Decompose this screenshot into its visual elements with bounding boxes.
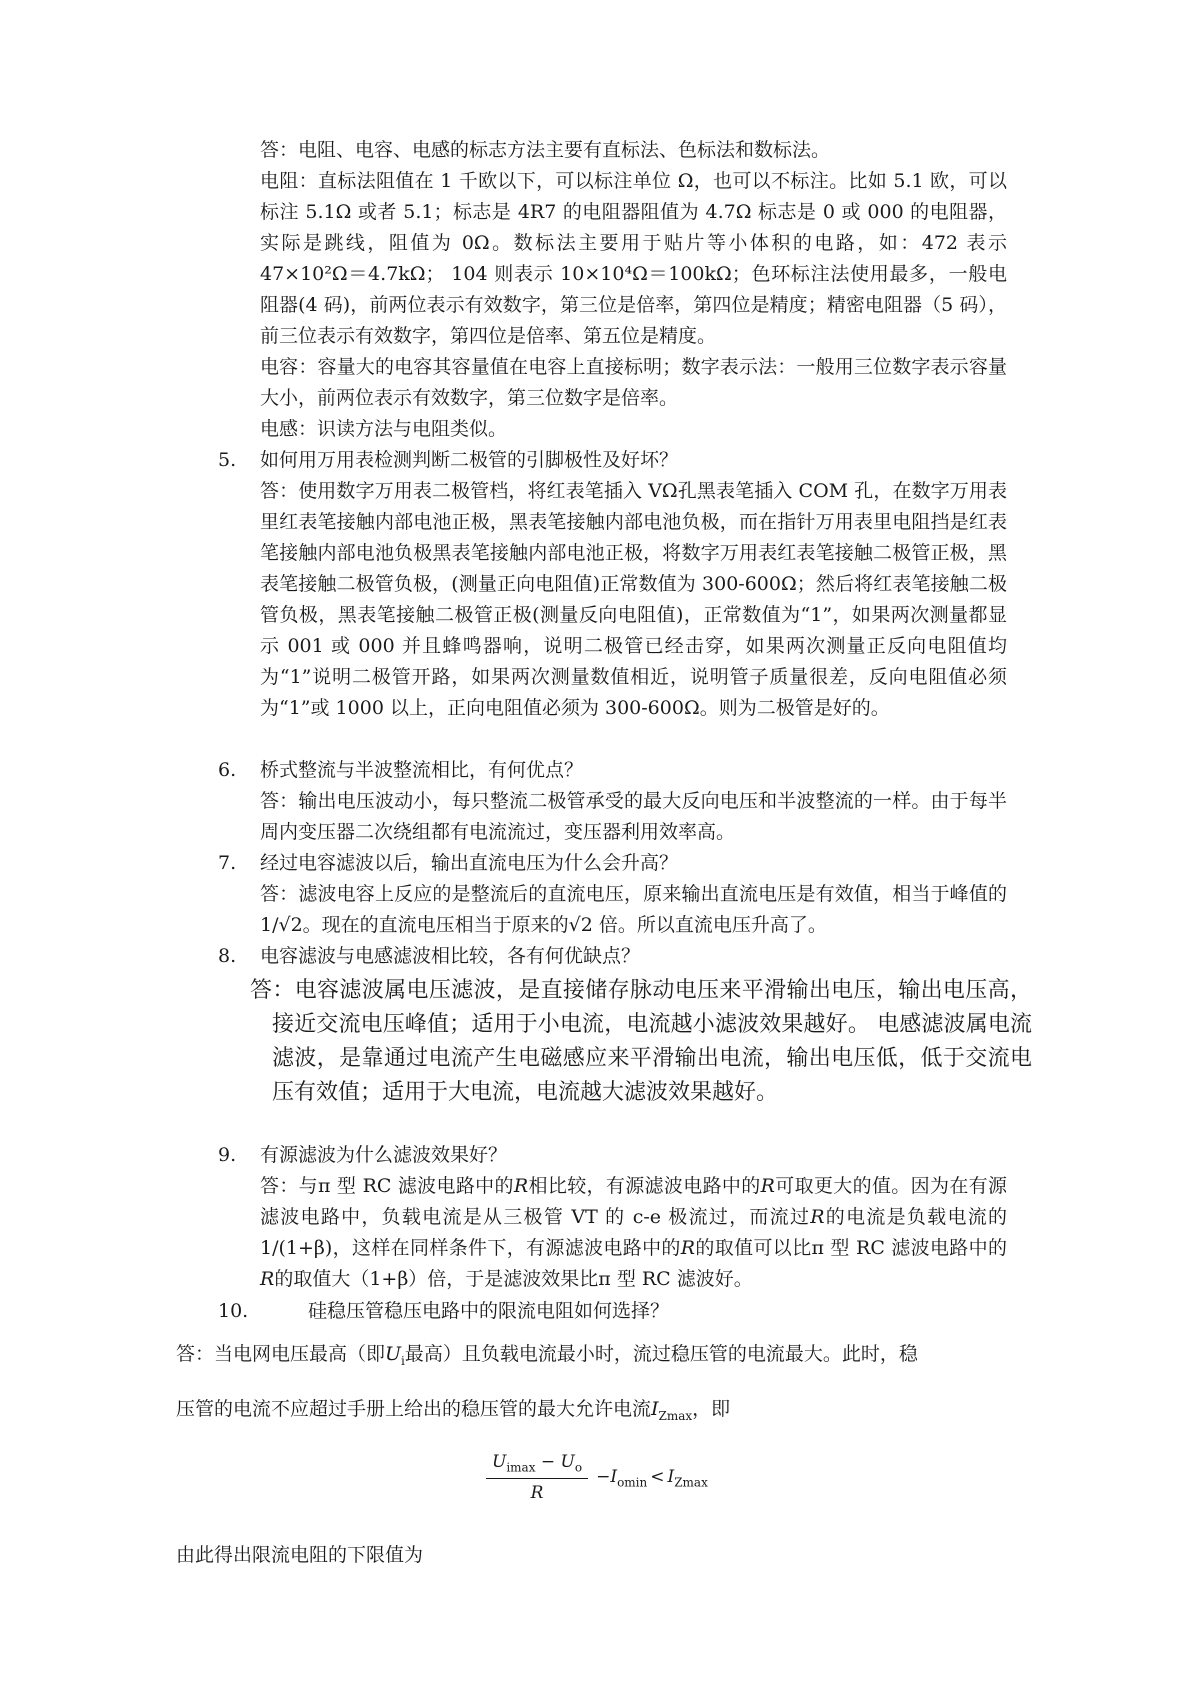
question-9 xyxy=(218,1140,1008,1171)
question-text: 如何用万用表检测判断二极管的引脚极性及好坏？ xyxy=(260,449,679,471)
formula-numerator: $U_{imax} - U_o$ xyxy=(486,1452,588,1479)
answer-4-inductor: 电感：识读方法与电阻类似。 xyxy=(260,418,508,440)
question-number: 8. xyxy=(218,945,237,967)
question-text: 经过电容滤波以后，输出直流电压为什么会升高？ xyxy=(260,852,679,874)
question-text: 桥式整流与半波整流相比，有何优点？ xyxy=(260,759,584,781)
question-8 xyxy=(218,941,1008,972)
question-text: 电容滤波与电感滤波相比较，各有何优缺点？ xyxy=(260,945,641,967)
question-7 xyxy=(218,848,1008,879)
answer-4-resistor: 电阻：直标法阻值在 1 千欧以下，可以标注单位 Ω，也可以不标注。比如 5.1 欧，可以标注 5.1Ω 或者 5.1；标志是 4R7 的电阻器阻值为 4.7Ω 标志是 0 或 000 的电阻器，实际是跳线，阻值为 0Ω。数标法主要用于贴片等小体积的电路，如：472 表示 47×10²Ω＝4.7kΩ； 104 则表示 10×10⁴Ω＝100kΩ；色环标注法使用最多，一般电阻器(4 码)，前两位表示有效数字，第三位是倍率，第四位是精度；精密电阻器（5 码），前三位表示有效数字，第四位是倍率、第五位是精度。 xyxy=(260,170,1007,347)
question-number: 5. xyxy=(218,449,237,471)
answer-10-line-2: 压管的电流不应超过手册上给出的稳压管的最大允许电流$I_{Zmax}$，即 xyxy=(176,1398,731,1423)
answer-10-line-1: 答：当电网电压最高（即$U_i$最高）且负载电流最小时，流过稳压管的电流最大。此时，稳 xyxy=(176,1343,918,1368)
question-5 xyxy=(218,445,1008,476)
answer-4-capacitor: 电容：容量大的电容其容量值在电容上直接标明；数字表示法：一般用三位数字表示容量大小，前两位表示有效数字，第三位数字是倍率。 xyxy=(260,356,1007,409)
question-text: 硅稳压管稳压电路中的限流电阻如何选择？ xyxy=(308,1300,670,1322)
formula-fraction xyxy=(486,1452,588,1503)
question-number: 9. xyxy=(218,1144,237,1166)
answer-5: 答：使用数字万用表二极管档，将红表笔插入 VΩ孔黑表笔插入 COM 孔，在数字万用表里红表笔接触内部电池正极，黑表笔接触内部电池负极，而在指针万用表里电阻挡是红表笔接触内部电池负极黑表笔接触内部电池正极，将数字万用表红表笔接触二极管正极，黑表笔接触二极管负极，(测量正向电阻值)正常数值为 300-600Ω；然后将红表笔接触二极管负极，黑表笔接触二极管正极(测量反向电阻值)，正常数值为“1”，如果两次测量都显示 001 或 000 并且蜂鸣器响，说明二极管已经击穿，如果两次测量正反向电阻值均为“1”说明二极管开路，如果两次测量数值相近，说明管子质量很差，反向电阻值必须为“1”或 1000 以上，正向电阻值必须为 300-600Ω。则为二极管是好的。 xyxy=(260,480,1007,719)
answer-4-intro: 答：电阻、电容、电感的标志方法主要有直标法、色标法和数标法。 xyxy=(260,139,831,161)
question-10 xyxy=(218,1296,1008,1327)
question-text: 有源滤波为什么滤波效果好？ xyxy=(260,1144,508,1166)
formula-inequality: $-I_{omin} < I_{Zmax}$ xyxy=(596,1466,708,1489)
question-number: 7. xyxy=(218,852,237,874)
fraction-1-over-1-plus-beta: 1/(1+β) xyxy=(260,1237,333,1259)
current-limit-formula xyxy=(486,1452,708,1503)
answer-7: 答：滤波电容上反应的是整流后的直流电压，原来输出直流电压是有效值，相当于峰值的 1/√2。现在的直流电压相当于原来的√2 倍。所以直流电压升高了。 xyxy=(260,883,1007,936)
answer-8: 答：电容滤波属电压滤波，是直接储存脉动电压来平滑输出电压，输出电压高，接近交流电压峰值；适用于小电流，电流越小滤波效果越好。 电感滤波属电流滤波，是靠通过电流产生电磁感应来平滑输出电流，输出电压低，低于交流电压有效值；适用于大电流，电流越大滤波效果越好。 xyxy=(250,978,1032,1105)
answer-9: 答：与π 型 RC 滤波电路中的R相比较，有源滤波电路中的R可取更大的值。因为在有源滤波电路中，负载电流是从三极管 VT 的 c-e 极流过，而流过R的电流是负载电流的1/(1+β)，这样在同样条件下，有源滤波电路中的R的取值可以比π 型 RC 滤波电路中的R的取值大（1+β）倍，于是滤波效果比π 型 RC 滤波好。 xyxy=(260,1175,1007,1290)
question-number: 10. xyxy=(218,1300,249,1322)
answer-6: 答：输出电压波动小，每只整流二极管承受的最大反向电压和半波整流的一样。由于每半周内变压器二次绕组都有电流流过，变压器利用效率高。 xyxy=(260,790,1007,843)
question-number: 6. xyxy=(218,759,237,781)
formula-denominator: R xyxy=(530,1483,544,1504)
question-6 xyxy=(218,755,1008,786)
answer-10-conclusion: 由此得出限流电阻的下限值为 xyxy=(176,1544,424,1566)
